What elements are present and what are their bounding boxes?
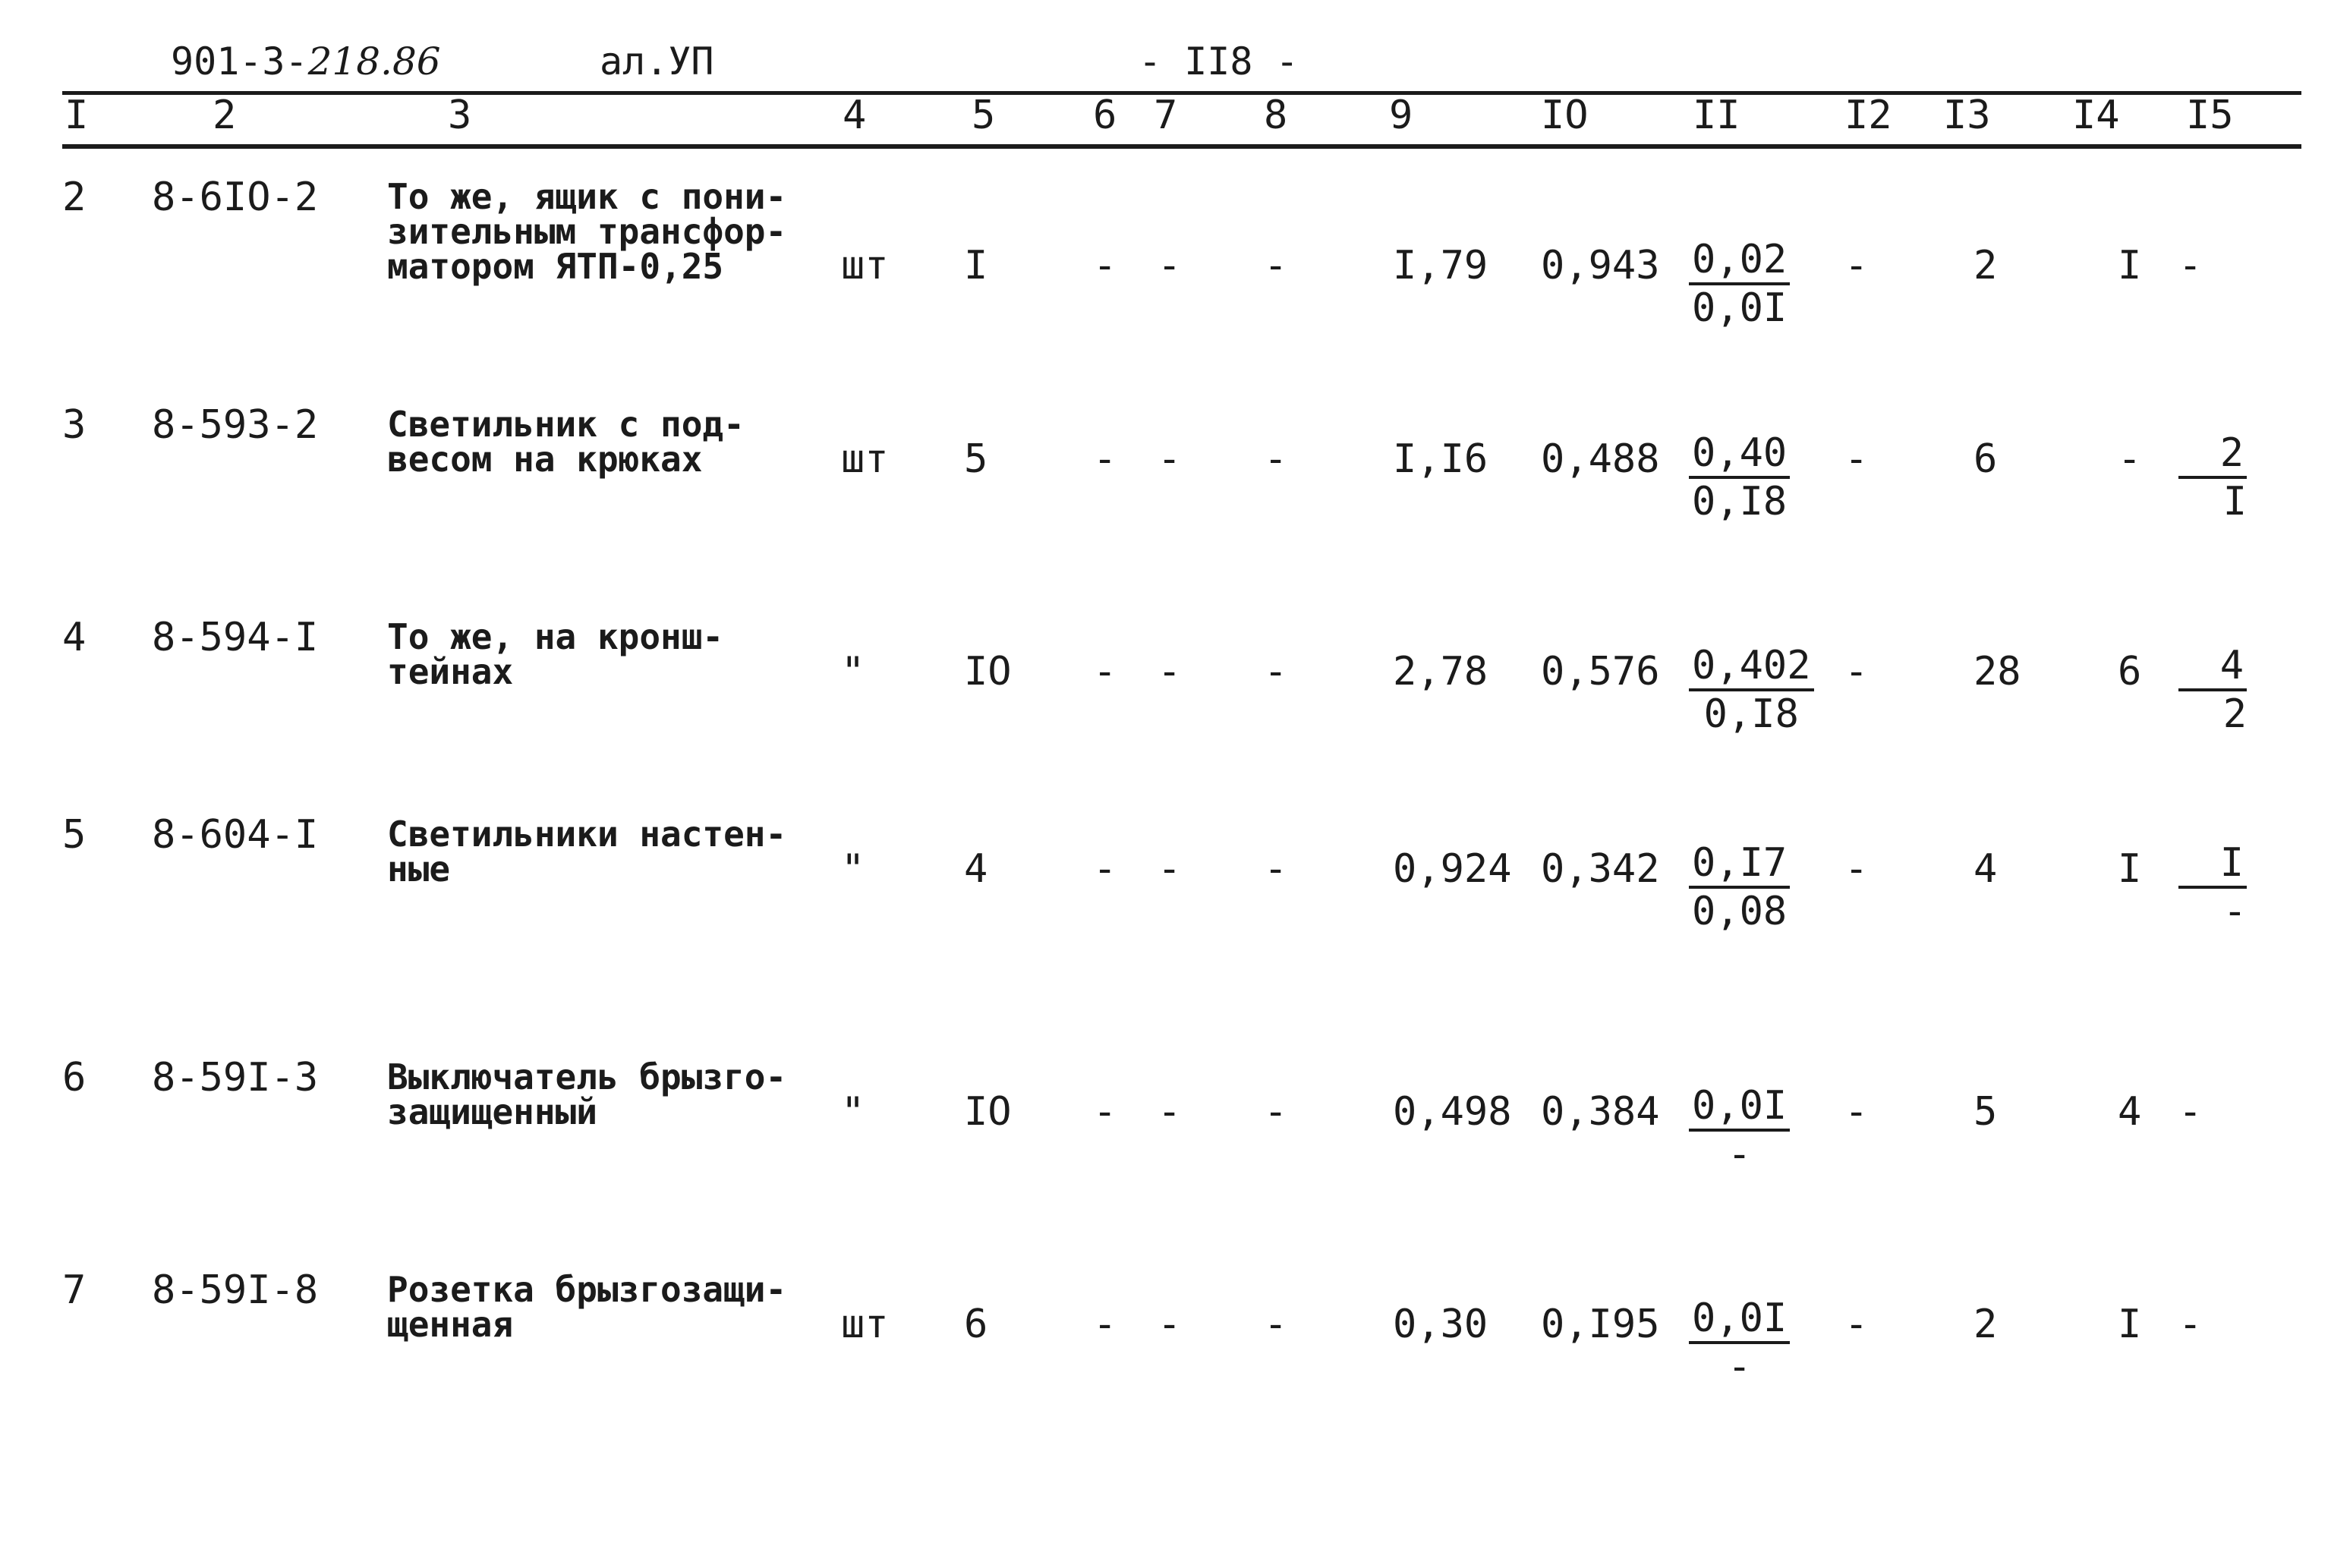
row-number: 4 <box>62 615 87 660</box>
row-col6: - <box>1093 1089 1117 1135</box>
row-col6: - <box>1093 243 1117 288</box>
row-col12: - <box>1844 649 1869 694</box>
row-code: 8-594-I <box>152 615 319 660</box>
row-col9: 0,30 <box>1393 1302 1488 1347</box>
row-col6: - <box>1093 1302 1117 1347</box>
row-unit: шт <box>841 243 889 288</box>
row-col14: I <box>2118 1302 2142 1347</box>
column-number: I3 <box>1943 93 1991 138</box>
fraction-numerator: 2 <box>2178 430 2247 479</box>
row-col10: 0,576 <box>1541 649 1660 694</box>
row-col8: - <box>1264 436 1288 482</box>
row-col8: - <box>1264 1089 1288 1135</box>
row-quantity: 6 <box>964 1302 988 1347</box>
fraction-numerator: 0,402 <box>1689 643 1814 691</box>
row-quantity: 4 <box>964 846 988 892</box>
row-description: Светильники настен- ные <box>387 814 787 889</box>
row-col9: I,79 <box>1393 243 1488 288</box>
row-col11-fraction <box>1689 840 1790 934</box>
row-quantity: IO <box>964 649 1012 694</box>
column-number: 9 <box>1389 93 1413 138</box>
row-col8: - <box>1264 846 1288 892</box>
row-col10: 0,342 <box>1541 846 1660 892</box>
fraction-denominator: - <box>2222 889 2247 934</box>
doc-code-printed: 901-3- <box>171 39 308 83</box>
row-col15-fraction <box>2178 643 2247 737</box>
column-number: 7 <box>1154 93 1178 138</box>
fraction-denominator: 0,08 <box>1692 889 1788 934</box>
row-col13: 2 <box>1973 243 1998 288</box>
column-number: I5 <box>2186 93 2234 138</box>
row-unit: " <box>841 649 865 694</box>
row-description: То же, ящик с пони- зительным трансфор- матором ЯТП-0,25 <box>387 176 787 287</box>
row-col12: - <box>1844 846 1869 892</box>
row-col13: 6 <box>1973 436 1998 482</box>
fraction-numerator: I <box>2178 840 2247 889</box>
row-col12: - <box>1844 1089 1869 1135</box>
row-col10: 0,I95 <box>1541 1302 1660 1347</box>
row-col14: - <box>2118 436 2142 482</box>
row-col10: 0,384 <box>1541 1089 1660 1135</box>
row-col8: - <box>1264 1302 1288 1347</box>
row-col11-fraction <box>1689 1296 1790 1390</box>
row-unit: " <box>841 1089 865 1135</box>
row-description: Розетка брызгозащи- щенная <box>387 1269 787 1345</box>
page-number: - II8 - <box>1139 39 1299 83</box>
row-col6: - <box>1093 436 1117 482</box>
row-col7: - <box>1158 1302 1182 1347</box>
column-number: II <box>1693 93 1740 138</box>
row-col9: I,I6 <box>1393 436 1488 482</box>
fraction-numerator: 0,I7 <box>1689 840 1790 889</box>
row-col14: 4 <box>2118 1089 2142 1135</box>
fraction-denominator: 0,0I <box>1692 285 1788 331</box>
header-rule-bottom <box>62 144 2301 149</box>
column-number: 8 <box>1264 93 1288 138</box>
fraction-denominator: 0,I8 <box>1692 479 1788 524</box>
row-code: 8-6IO-2 <box>152 175 319 220</box>
row-col13: 4 <box>1973 846 1998 892</box>
column-number: 4 <box>843 93 867 138</box>
fraction-numerator: 0,0I <box>1689 1296 1790 1344</box>
column-number: I2 <box>1844 93 1892 138</box>
doc-code <box>171 39 441 83</box>
row-col7: - <box>1158 243 1182 288</box>
row-col15-fraction <box>2178 840 2247 934</box>
row-number: 2 <box>62 175 87 220</box>
row-description: То же, на кронш- тейнах <box>387 616 724 692</box>
row-col9: 0,498 <box>1393 1089 1512 1135</box>
row-number: 6 <box>62 1055 87 1100</box>
row-code: 8-59I-3 <box>152 1055 319 1100</box>
row-col15: - <box>2178 1302 2203 1347</box>
row-quantity: IO <box>964 1089 1012 1135</box>
row-col11-fraction <box>1689 1083 1790 1177</box>
row-col15-fraction <box>2178 430 2247 524</box>
row-col7: - <box>1158 1089 1182 1135</box>
column-number: 3 <box>448 93 472 138</box>
row-col11-fraction <box>1689 237 1790 331</box>
column-number: I <box>65 93 89 138</box>
row-col6: - <box>1093 846 1117 892</box>
row-col7: - <box>1158 436 1182 482</box>
row-col7: - <box>1158 846 1182 892</box>
row-col12: - <box>1844 436 1869 482</box>
row-unit: " <box>841 846 865 892</box>
row-number: 3 <box>62 402 87 448</box>
row-col11-fraction <box>1689 430 1790 524</box>
column-number: 5 <box>972 93 996 138</box>
row-col12: - <box>1844 1302 1869 1347</box>
row-col6: - <box>1093 649 1117 694</box>
row-col13: 28 <box>1973 649 2021 694</box>
row-col9: 2,78 <box>1393 649 1488 694</box>
row-col11-fraction <box>1689 643 1814 737</box>
row-description: Выключатель брызго- защищенный <box>387 1056 787 1132</box>
fraction-denominator: - <box>1727 1344 1752 1390</box>
row-code: 8-604-I <box>152 812 319 858</box>
fraction-denominator: I <box>2222 479 2247 524</box>
fraction-numerator: 0,02 <box>1689 237 1790 285</box>
row-col14: I <box>2118 243 2142 288</box>
fraction-denominator: - <box>1727 1132 1752 1177</box>
doc-code-handwritten: 218.86 <box>307 39 441 83</box>
row-quantity: 5 <box>964 436 988 482</box>
row-col14: 6 <box>2118 649 2142 694</box>
fraction-numerator: 4 <box>2178 643 2247 691</box>
column-number: 2 <box>213 93 237 138</box>
row-code: 8-59I-8 <box>152 1267 319 1313</box>
row-col7: - <box>1158 649 1182 694</box>
fraction-numerator: 0,40 <box>1689 430 1790 479</box>
row-number: 7 <box>62 1267 87 1313</box>
fraction-numerator: 0,0I <box>1689 1083 1790 1132</box>
row-col13: 2 <box>1973 1302 1998 1347</box>
row-col14: I <box>2118 846 2142 892</box>
row-col8: - <box>1264 649 1288 694</box>
column-number: 6 <box>1093 93 1117 138</box>
row-col15: - <box>2178 1089 2203 1135</box>
fraction-denominator: 2 <box>2222 691 2247 737</box>
fraction-denominator: 0,I8 <box>1703 691 1799 737</box>
column-number: I4 <box>2072 93 2120 138</box>
row-col12: - <box>1844 243 1869 288</box>
row-col9: 0,924 <box>1393 846 1512 892</box>
row-quantity: I <box>964 243 988 288</box>
column-number: IO <box>1541 93 1589 138</box>
row-col10: 0,488 <box>1541 436 1660 482</box>
row-unit: шт <box>841 1302 889 1347</box>
row-number: 5 <box>62 812 87 858</box>
row-description: Светильник с под- весом на крюках <box>387 404 745 480</box>
row-col8: - <box>1264 243 1288 288</box>
row-unit: шт <box>841 436 889 482</box>
album-label: ал.УП <box>600 39 714 83</box>
row-col13: 5 <box>1973 1089 1998 1135</box>
row-col15: - <box>2178 243 2203 288</box>
row-col10: 0,943 <box>1541 243 1660 288</box>
row-code: 8-593-2 <box>152 402 319 448</box>
